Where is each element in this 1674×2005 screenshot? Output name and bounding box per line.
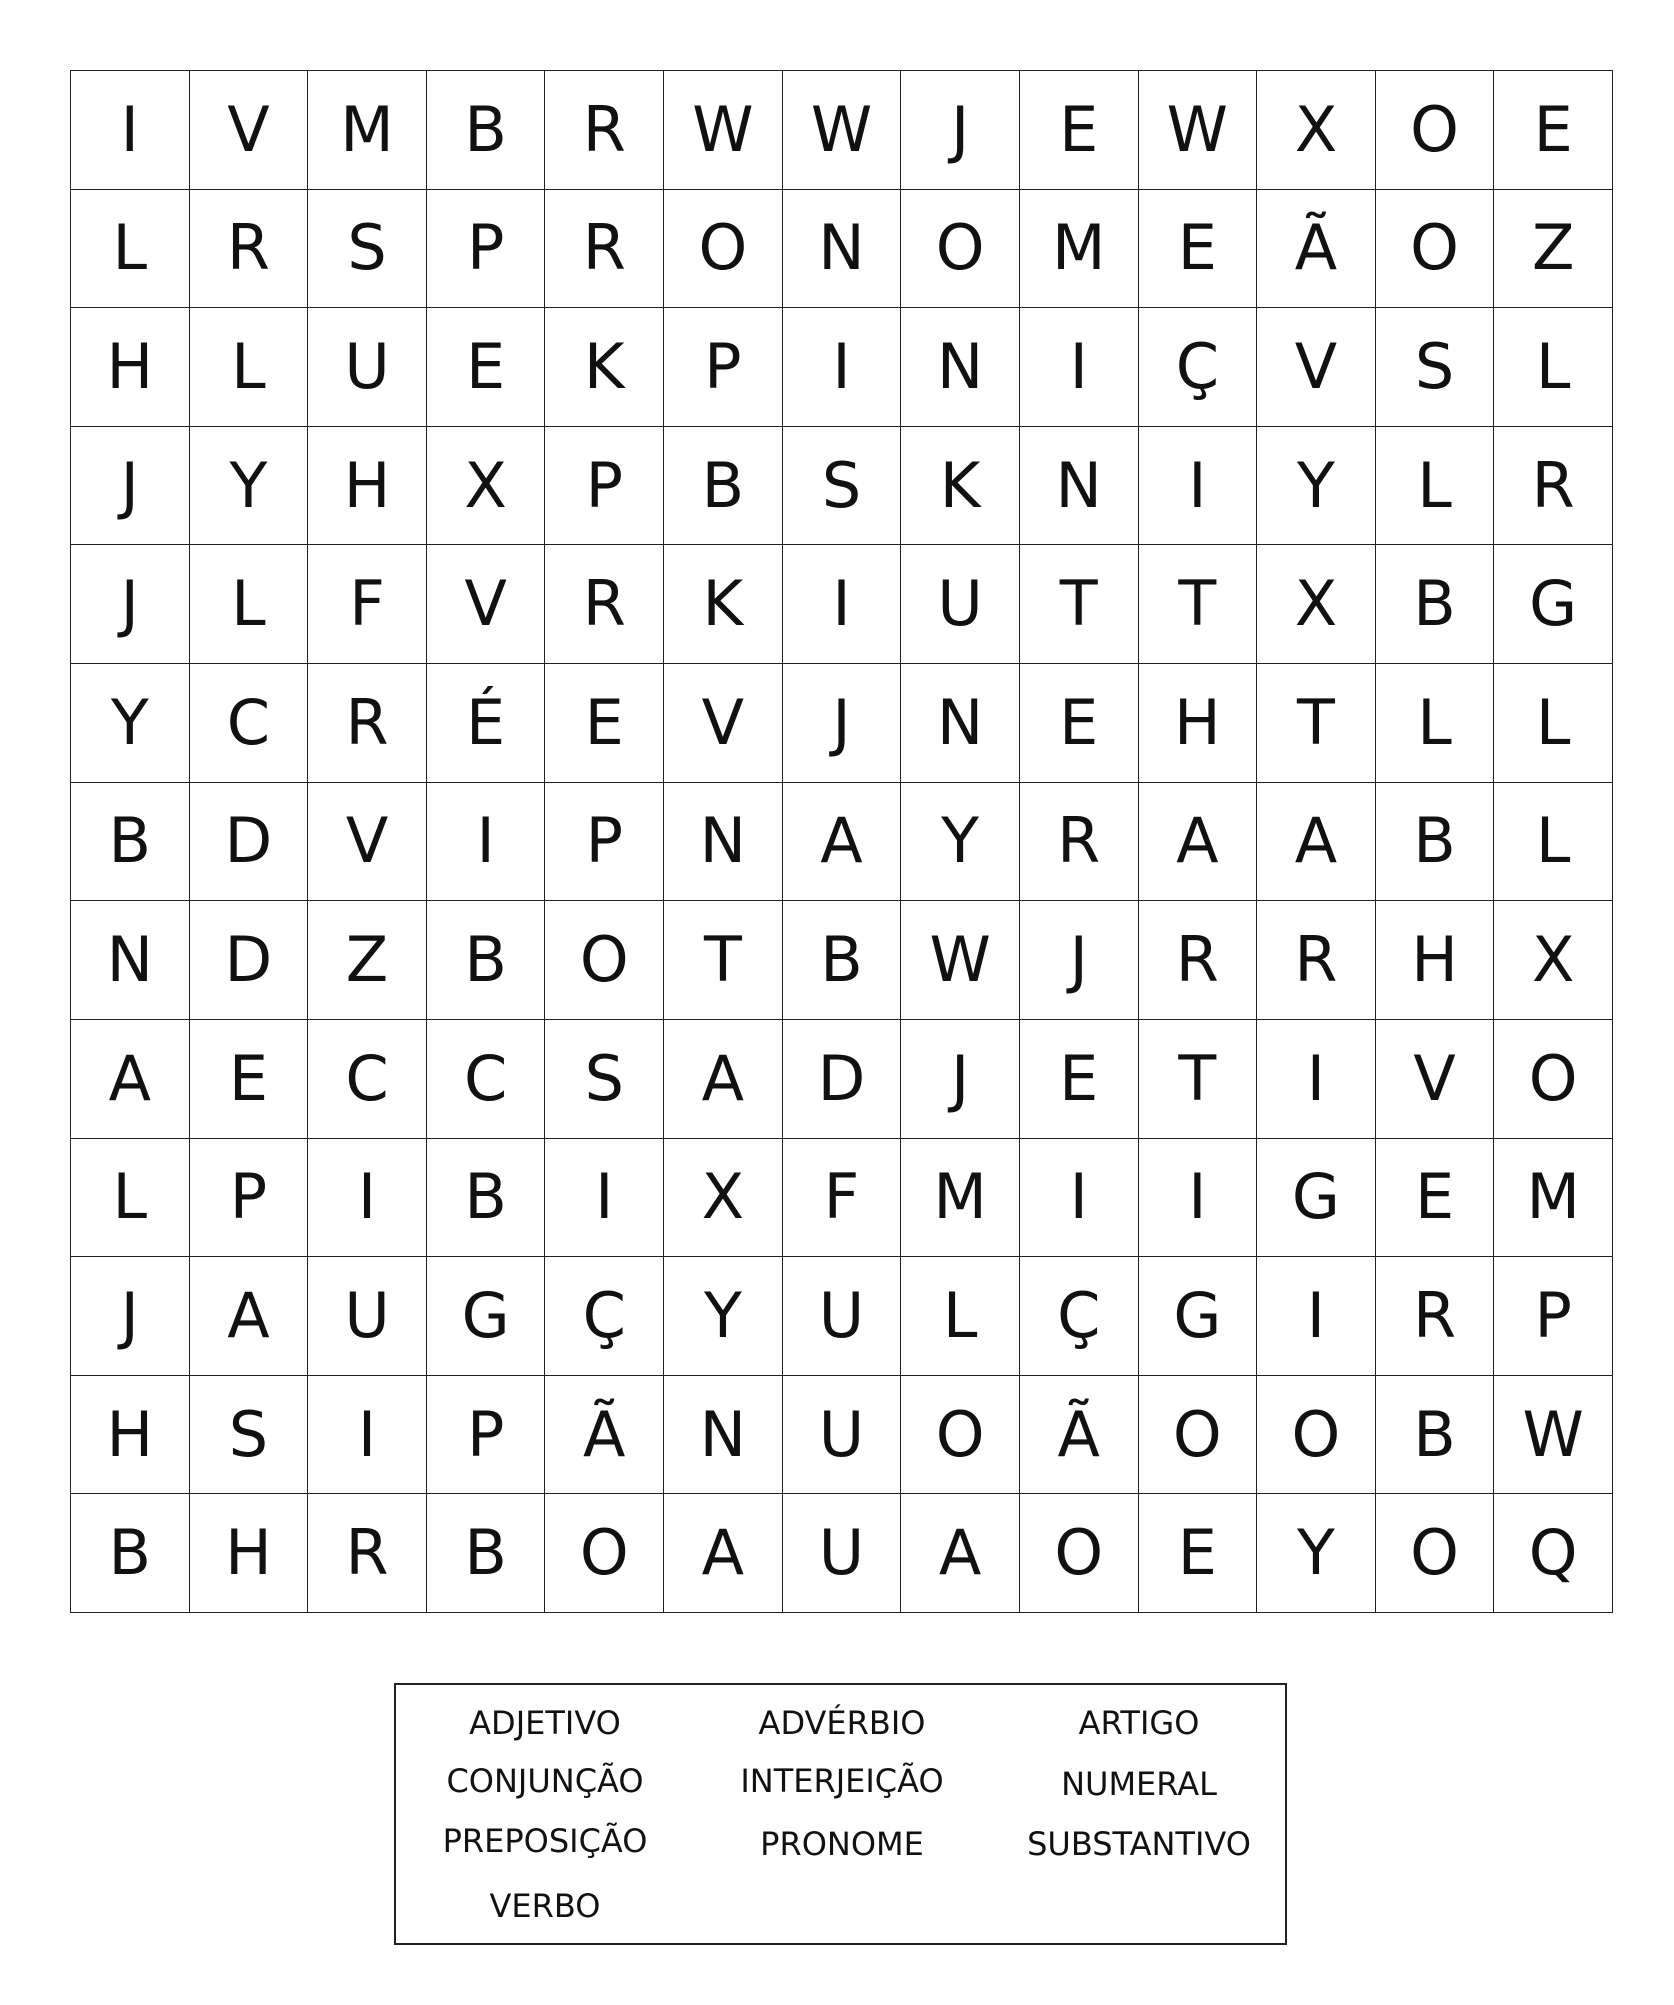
grid-cell[interactable]: N	[901, 664, 1020, 783]
grid-cell[interactable]: A	[71, 1020, 190, 1139]
grid-cell[interactable]: V	[1376, 1020, 1495, 1139]
grid-cell[interactable]: Z	[1494, 190, 1613, 309]
grid-cell[interactable]: Y	[1257, 427, 1376, 546]
grid-cell[interactable]: M	[308, 71, 427, 190]
grid-cell[interactable]: U	[901, 545, 1020, 664]
grid-cell[interactable]: W	[1494, 1376, 1613, 1495]
grid-cell[interactable]: G	[1494, 545, 1613, 664]
word-item: SUBSTANTIVO	[1027, 1825, 1251, 1863]
grid-cell[interactable]: I	[1139, 1139, 1258, 1258]
grid-cell[interactable]: R	[1494, 427, 1613, 546]
grid-cell[interactable]: L	[1376, 664, 1495, 783]
grid-cell[interactable]: K	[545, 308, 664, 427]
grid-cell[interactable]: S	[783, 427, 902, 546]
grid-cell[interactable]: E	[1139, 1494, 1258, 1613]
grid-cell[interactable]: J	[71, 427, 190, 546]
grid-cell[interactable]: S	[190, 1376, 309, 1495]
grid-cell[interactable]: A	[1139, 783, 1258, 902]
word-item: ADJETIVO	[469, 1704, 621, 1742]
grid-cell[interactable]: U	[308, 308, 427, 427]
grid-cell[interactable]: R	[545, 545, 664, 664]
grid-cell[interactable]: H	[308, 427, 427, 546]
grid-cell[interactable]: E	[545, 664, 664, 783]
grid-cell[interactable]: A	[901, 1494, 1020, 1613]
grid-cell[interactable]: O	[1257, 1376, 1376, 1495]
grid-cell[interactable]: H	[1376, 901, 1495, 1020]
grid-cell[interactable]: A	[190, 1257, 309, 1376]
grid-cell[interactable]: O	[1376, 1494, 1495, 1613]
grid-cell[interactable]: Ã	[545, 1376, 664, 1495]
grid-cell[interactable]: H	[71, 308, 190, 427]
word-list-box	[394, 1683, 1287, 1945]
grid-cell[interactable]: W	[1139, 71, 1258, 190]
grid-cell[interactable]: W	[901, 901, 1020, 1020]
word-item: ADVÉRBIO	[758, 1704, 926, 1742]
grid-cell[interactable]: L	[190, 308, 309, 427]
grid-cell[interactable]: Ã	[1257, 190, 1376, 309]
grid-cell[interactable]: J	[1020, 901, 1139, 1020]
grid-cell[interactable]: O	[1494, 1020, 1613, 1139]
grid-cell[interactable]: N	[901, 308, 1020, 427]
grid-cell[interactable]: M	[901, 1139, 1020, 1258]
grid-cell[interactable]: X	[1257, 545, 1376, 664]
grid-cell[interactable]: C	[190, 664, 309, 783]
grid-cell[interactable]: P	[545, 783, 664, 902]
word-list-column-3	[990, 1685, 1288, 1943]
grid-cell[interactable]: G	[1139, 1257, 1258, 1376]
grid-cell[interactable]: T	[1257, 664, 1376, 783]
grid-cell[interactable]: L	[1376, 427, 1495, 546]
word-item: PREPOSIÇÃO	[442, 1822, 648, 1860]
grid-cell[interactable]: A	[783, 783, 902, 902]
grid-cell[interactable]: R	[1020, 783, 1139, 902]
grid-cell[interactable]: K	[901, 427, 1020, 546]
word-item: PRONOME	[760, 1825, 924, 1863]
grid-cell[interactable]: E	[1494, 71, 1613, 190]
grid-cell[interactable]: I	[783, 545, 902, 664]
grid-cell[interactable]: J	[71, 545, 190, 664]
grid-cell[interactable]: O	[545, 1494, 664, 1613]
grid-cell[interactable]: I	[1020, 308, 1139, 427]
grid-cell[interactable]: J	[901, 71, 1020, 190]
grid-cell[interactable]: D	[783, 1020, 902, 1139]
grid-cell[interactable]: R	[545, 71, 664, 190]
grid-cell[interactable]: S	[308, 190, 427, 309]
grid-cell[interactable]: I	[71, 71, 190, 190]
grid-cell[interactable]: T	[1139, 1020, 1258, 1139]
grid-cell[interactable]: I	[1257, 1257, 1376, 1376]
grid-cell[interactable]: Y	[71, 664, 190, 783]
grid-cell[interactable]: R	[545, 190, 664, 309]
grid-cell[interactable]: O	[1139, 1376, 1258, 1495]
grid-cell[interactable]: Z	[308, 901, 427, 1020]
grid-cell[interactable]: B	[1376, 783, 1495, 902]
grid-cell[interactable]: L	[190, 545, 309, 664]
word-item: CONJUNÇÃO	[446, 1762, 644, 1800]
grid-cell[interactable]: L	[71, 190, 190, 309]
grid-cell[interactable]: É	[427, 664, 546, 783]
grid-cell[interactable]: R	[1139, 901, 1258, 1020]
grid-cell[interactable]: K	[664, 545, 783, 664]
word-item: NUMERAL	[1061, 1765, 1217, 1803]
grid-cell[interactable]: R	[190, 190, 309, 309]
grid-cell[interactable]: X	[1494, 901, 1613, 1020]
grid-cell[interactable]: R	[1376, 1257, 1495, 1376]
grid-cell[interactable]: M	[1020, 190, 1139, 309]
grid-cell[interactable]: O	[1020, 1494, 1139, 1613]
grid-cell[interactable]: Y	[190, 427, 309, 546]
grid-cell[interactable]: F	[783, 1139, 902, 1258]
grid-cell[interactable]: T	[1020, 545, 1139, 664]
grid-cell[interactable]: L	[1494, 308, 1613, 427]
word-item: ARTIGO	[1078, 1704, 1200, 1742]
grid-cell[interactable]: R	[308, 664, 427, 783]
grid-cell[interactable]: I	[308, 1139, 427, 1258]
grid-cell[interactable]: P	[545, 427, 664, 546]
grid-cell[interactable]: I	[783, 308, 902, 427]
grid-cell[interactable]: Ç	[545, 1257, 664, 1376]
grid-cell[interactable]: S	[1376, 308, 1495, 427]
grid-cell[interactable]: O	[1376, 71, 1495, 190]
grid-cell[interactable]: I	[1257, 1020, 1376, 1139]
grid-cell[interactable]: O	[545, 901, 664, 1020]
grid-cell[interactable]: B	[1376, 545, 1495, 664]
grid-cell[interactable]: L	[1494, 783, 1613, 902]
grid-cell[interactable]: C	[427, 1020, 546, 1139]
grid-cell[interactable]: Ã	[1020, 1376, 1139, 1495]
word-item: VERBO	[489, 1887, 601, 1925]
grid-cell[interactable]: D	[190, 783, 309, 902]
grid-cell[interactable]: U	[308, 1257, 427, 1376]
grid-cell[interactable]: X	[427, 427, 546, 546]
grid-cell[interactable]: X	[664, 1139, 783, 1258]
grid-cell[interactable]: A	[664, 1494, 783, 1613]
grid-cell[interactable]: Y	[1257, 1494, 1376, 1613]
grid-cell[interactable]: P	[427, 1376, 546, 1495]
grid-cell[interactable]: V	[190, 71, 309, 190]
grid-cell[interactable]: N	[71, 901, 190, 1020]
grid-cell[interactable]: A	[1257, 783, 1376, 902]
grid-cell[interactable]: V	[308, 783, 427, 902]
grid-cell[interactable]: V	[664, 664, 783, 783]
grid-cell[interactable]: Y	[664, 1257, 783, 1376]
grid-cell[interactable]: W	[664, 71, 783, 190]
grid-cell[interactable]: N	[1020, 427, 1139, 546]
grid-cell[interactable]: E	[1139, 190, 1258, 309]
grid-cell[interactable]: U	[783, 1376, 902, 1495]
grid-cell[interactable]: T	[1139, 545, 1258, 664]
grid-cell[interactable]: Ç	[1139, 308, 1258, 427]
grid-cell[interactable]: P	[1494, 1257, 1613, 1376]
grid-cell[interactable]: B	[71, 1494, 190, 1613]
grid-cell[interactable]: R	[308, 1494, 427, 1613]
grid-cell[interactable]: U	[783, 1494, 902, 1613]
grid-cell[interactable]: J	[901, 1020, 1020, 1139]
word-list-column-1	[396, 1685, 694, 1943]
grid-cell[interactable]: I	[427, 783, 546, 902]
grid-cell[interactable]: L	[71, 1139, 190, 1258]
grid-cell[interactable]: I	[1020, 1139, 1139, 1258]
grid-cell[interactable]: V	[1257, 308, 1376, 427]
grid-cell[interactable]: I	[545, 1139, 664, 1258]
word-search-grid	[70, 70, 1613, 1613]
grid-cell[interactable]: J	[783, 664, 902, 783]
grid-cell[interactable]: M	[1494, 1139, 1613, 1258]
grid-cell[interactable]: B	[427, 1139, 546, 1258]
grid-cell[interactable]: B	[427, 71, 546, 190]
grid-cell[interactable]: Y	[901, 783, 1020, 902]
grid-cell[interactable]: E	[1020, 71, 1139, 190]
grid-cell[interactable]: P	[190, 1139, 309, 1258]
grid-cell[interactable]: A	[664, 1020, 783, 1139]
grid-cell[interactable]: B	[783, 901, 902, 1020]
grid-cell[interactable]: B	[427, 901, 546, 1020]
grid-cell[interactable]: S	[545, 1020, 664, 1139]
grid-cell[interactable]: B	[71, 783, 190, 902]
grid-cell[interactable]: T	[664, 901, 783, 1020]
grid-cell[interactable]: R	[1257, 901, 1376, 1020]
grid-cell[interactable]: P	[664, 308, 783, 427]
grid-cell[interactable]: N	[783, 190, 902, 309]
grid-cell[interactable]: H	[71, 1376, 190, 1495]
grid-cell[interactable]: O	[1376, 190, 1495, 309]
grid-cell[interactable]: O	[901, 190, 1020, 309]
grid-cell[interactable]: B	[427, 1494, 546, 1613]
grid-cell[interactable]: X	[1257, 71, 1376, 190]
grid-cell[interactable]: C	[308, 1020, 427, 1139]
grid-cell[interactable]: I	[308, 1376, 427, 1495]
grid-cell[interactable]: N	[664, 1376, 783, 1495]
word-item: INTERJEIÇÃO	[740, 1762, 944, 1800]
grid-cell[interactable]: B	[664, 427, 783, 546]
grid-cell[interactable]: O	[664, 190, 783, 309]
grid-cell[interactable]: I	[1139, 427, 1258, 546]
grid-cell[interactable]: L	[901, 1257, 1020, 1376]
grid-cell[interactable]: E	[1376, 1139, 1495, 1258]
grid-cell[interactable]: H	[190, 1494, 309, 1613]
word-list-column-2	[693, 1685, 991, 1943]
grid-cell[interactable]: U	[783, 1257, 902, 1376]
grid-cell[interactable]: J	[71, 1257, 190, 1376]
grid-cell[interactable]: N	[664, 783, 783, 902]
grid-cell[interactable]: E	[1020, 664, 1139, 783]
grid-cell[interactable]: W	[783, 71, 902, 190]
grid-cell[interactable]: O	[901, 1376, 1020, 1495]
grid-cell[interactable]: Ç	[1020, 1257, 1139, 1376]
grid-cell[interactable]: G	[1257, 1139, 1376, 1258]
grid-cell[interactable]: P	[427, 190, 546, 309]
grid-cell[interactable]: B	[1376, 1376, 1495, 1495]
grid-cell[interactable]: E	[1020, 1020, 1139, 1139]
grid-cell[interactable]: H	[1139, 664, 1258, 783]
grid-cell[interactable]: E	[427, 308, 546, 427]
grid-cell[interactable]: F	[308, 545, 427, 664]
grid-cell[interactable]: E	[190, 1020, 309, 1139]
grid-cell[interactable]: L	[1494, 664, 1613, 783]
grid-cell[interactable]: G	[427, 1257, 546, 1376]
grid-cell[interactable]: D	[190, 901, 309, 1020]
grid-cell[interactable]: Q	[1494, 1494, 1613, 1613]
grid-cell[interactable]: V	[427, 545, 546, 664]
